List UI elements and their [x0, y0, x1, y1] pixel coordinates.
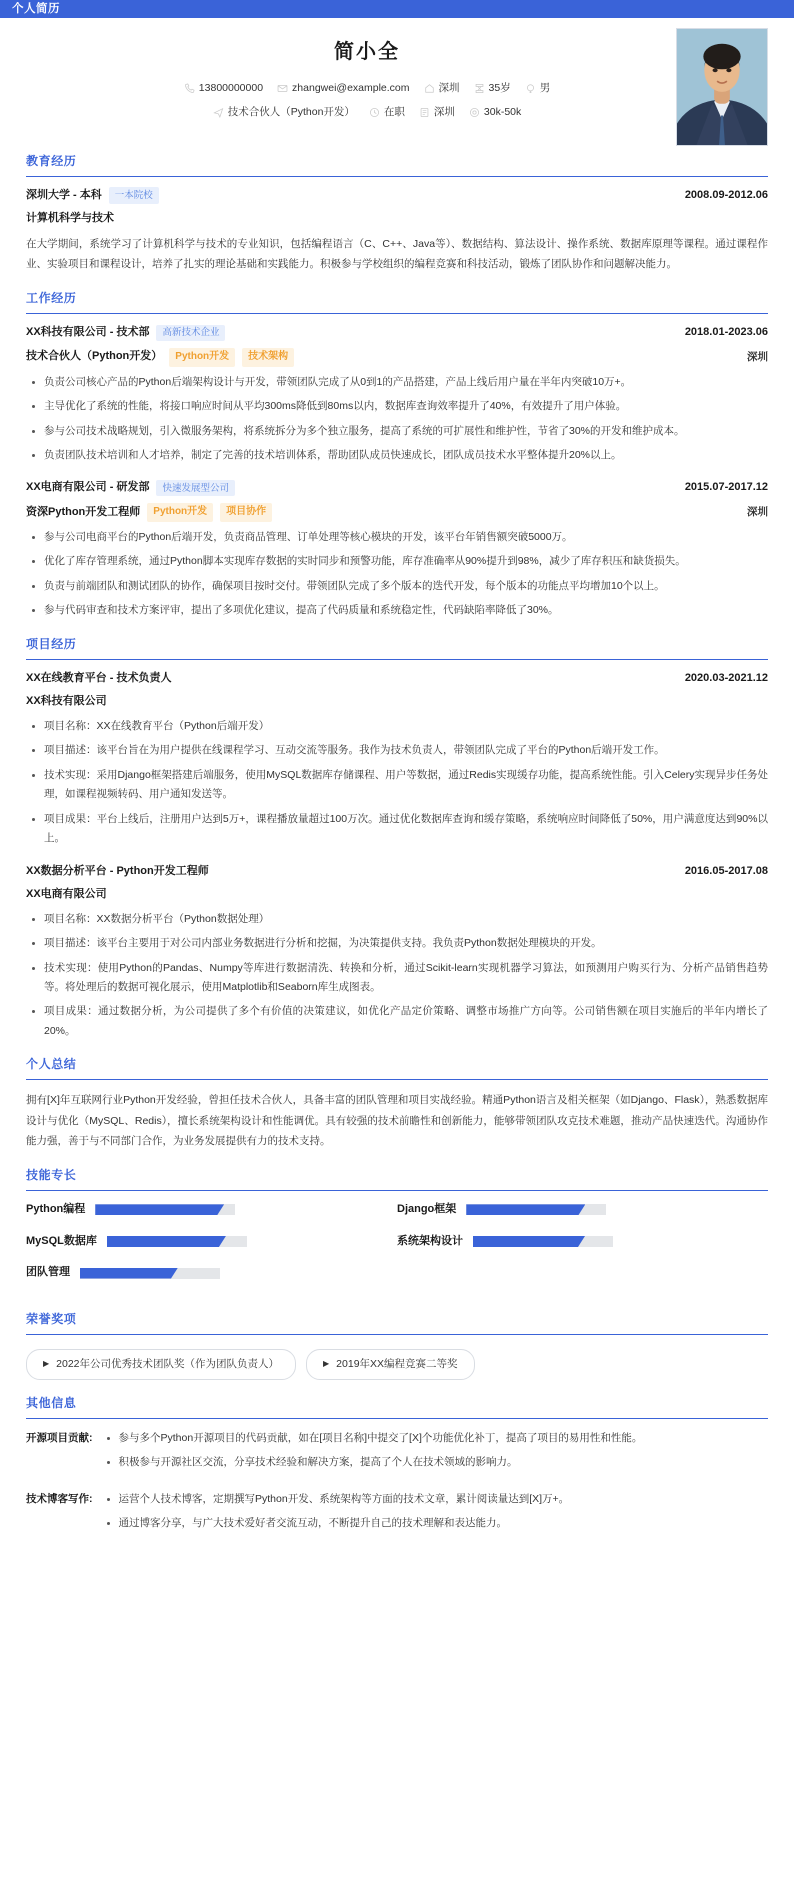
skill-bar-track: [80, 1268, 220, 1279]
project-headline: [26, 670, 768, 688]
bullet-item: 参与多个Python开源项目的代码贡献，如在[项目名称]中提交了[X]个功能优化补丁，提高了项目的易用性和性能。: [105, 1429, 769, 1448]
contact-text: 深圳: [438, 82, 460, 94]
bullet-item: 运营个人技术博客，定期撰写Python开发、系统架构等方面的技术文章，累计阅读量达到[X]万+。: [105, 1490, 769, 1509]
contact-text: 在职: [383, 105, 405, 118]
contact-text: 深圳: [433, 105, 455, 118]
skill-bar-track: [473, 1236, 613, 1247]
skill-bar-track: [107, 1236, 247, 1247]
education-body: [26, 177, 768, 275]
award-text: 2019年XX编程竞赛二等奖: [336, 1358, 458, 1371]
project-bullets: [30, 717, 768, 849]
skill-label: Django框架: [397, 1203, 457, 1216]
other-bullets: [105, 1490, 769, 1534]
contact-text: 技术合伙人（Python开发）: [227, 105, 355, 118]
bullet-item: 项目成果：通过数据分析，为公司提供了多个有价值的决策建议，如优化产品定价策略、调整市场推广方向等。公司销售额在项目实施后的半年内增长了20%。: [30, 1002, 768, 1041]
skill-item: [397, 1201, 768, 1219]
bullet-item: 参与公司电商平台的Python后端开发，负责商品管理、订单处理等核心模块的开发，该平台年销售额突破5000万。: [30, 528, 768, 547]
mail-icon: [277, 83, 288, 94]
bullet-item: 参与公司技术战略规划，引入微服务架构，将系统拆分为多个独立服务，提高了系统的可扩展性和维护性，节省了30%的开发和维护成本。: [30, 422, 768, 441]
skill-bar-fill: [473, 1236, 585, 1247]
section-title-work: 工作经历: [26, 289, 768, 314]
contact-row-2: [26, 104, 708, 121]
work-bullets: [30, 373, 768, 466]
section-other: [26, 1394, 768, 1539]
bullet-item: 参与代码审查和技术方案评审，提出了多项优化建议，提高了代码质量和系统稳定性，代码缺陷率降低了30%。: [30, 601, 768, 620]
skill-label: MySQL数据库: [26, 1234, 97, 1247]
section-summary: [26, 1055, 768, 1152]
company-name: XX电商有限公司 - 研发部: [26, 481, 150, 494]
award-item[interactable]: [306, 1349, 475, 1380]
school-name: 深圳大学 - 本科: [26, 188, 102, 201]
window-titlebar: [0, 0, 794, 18]
contact-item: [424, 80, 460, 97]
other-info-group: [26, 1490, 768, 1539]
contact-item: [213, 104, 355, 121]
city-icon: [419, 107, 430, 118]
major-name: 计算机科学与技术: [26, 212, 114, 225]
project-date: 2020.03-2021.12: [684, 671, 768, 684]
skill-tag: 项目协作: [220, 503, 272, 522]
contact-text: 男: [539, 82, 551, 94]
other-info-label: 开源项目贡献:: [26, 1432, 93, 1445]
bullet-item: 项目描述：该平台主要用于对公司内部业务数据进行分析和挖掘，为决策提供支持。我负责Python数据处理模块的开发。: [30, 934, 768, 953]
section-title-other: 其他信息: [26, 1394, 768, 1419]
award-item[interactable]: [26, 1349, 296, 1380]
bullet-item: 项目名称：XX数据分析平台（Python数据处理）: [30, 910, 768, 929]
summary-body: [26, 1080, 768, 1151]
education-entry: [26, 187, 768, 275]
project-name: XX在线教育平台 - 技术负责人: [26, 671, 172, 684]
award-text: 2022年公司优秀技术团队奖（作为团队负责人）: [56, 1358, 280, 1371]
skill-item: [397, 1233, 768, 1251]
project-company: XX电商有限公司: [26, 888, 107, 901]
contact-item: [525, 80, 551, 97]
profile-main: [26, 32, 768, 128]
contact-item: [469, 104, 521, 121]
bullet-item: 项目成果：平台上线后，注册用户达到5万+，课程播放量超过100万次。通过优化数据库查询和缓存策略，系统响应时间降低了50%，用户满意度达到90%以上。: [30, 810, 768, 849]
education-headline: [26, 187, 768, 205]
section-title-awards: 荣誉奖项: [26, 1310, 768, 1335]
bullet-item: 积极参与开源社区交流，分享技术经验和解决方案，提高了个人在技术领域的影响力。: [105, 1453, 769, 1472]
skill-tag: 技术架构: [242, 348, 294, 367]
contact-text: zhangwei@example.com: [292, 82, 410, 94]
skill-item: [26, 1201, 397, 1219]
home-icon: [424, 83, 435, 94]
bullet-item: 主导优化了系统的性能，将接口响应时间从平均300ms降低到80ms以内，数据库查询效率提升了40%，有效提升了用户体验。: [30, 397, 768, 416]
project-headline: [26, 863, 768, 881]
bullet-item: 技术实现：采用Django框架搭建后端服务，使用MySQL数据库存储课程、用户等数据，通过Redis实现缓存功能，提高系统性能。引入Celery实现异步任务处理，如课程视频转码、用户通知发送等。: [30, 766, 768, 805]
contact-item: [369, 104, 405, 121]
bullet-item: 优化了库存管理系统，通过Python脚本实现库存数据的实时同步和预警功能，库存准确率从90%提升到98%，减少了库存积压和缺货损失。: [30, 552, 768, 571]
skill-label: 系统架构设计: [397, 1234, 463, 1247]
section-title-summary: 个人总结: [26, 1055, 768, 1080]
contact-text: 30k-50k: [483, 105, 522, 118]
award-list: [26, 1345, 768, 1380]
work-location: 深圳: [747, 350, 768, 363]
work-entry: [26, 479, 768, 620]
job-title: 技术合伙人（Python开发）: [26, 350, 163, 363]
skill-label: 团队管理: [26, 1266, 70, 1279]
project-entry: [26, 863, 768, 1042]
bullet-item: 负责团队技术培训和人才培养，制定了完善的技术培训体系，帮助团队成员快速成长，团队成员技术水平整体提升20%以上。: [30, 446, 768, 465]
work-date: 2018.01-2023.06: [684, 326, 768, 339]
skill-item: [26, 1264, 397, 1282]
contact-text: 13800000000: [198, 82, 264, 94]
work-location: 深圳: [747, 506, 768, 519]
work-bullets: [30, 528, 768, 621]
other-info-group: [26, 1429, 768, 1478]
work-headline: [26, 324, 768, 342]
project-entry: [26, 670, 768, 849]
skill-bar-track: [95, 1204, 235, 1215]
bullet-item: 项目描述：该平台旨在为用户提供在线课程学习、互动交流等服务。我作为技术负责人，带领团队完成了平台的Python后端开发工作。: [30, 741, 768, 760]
page-title: 简小全: [334, 41, 400, 63]
resume-page: [0, 18, 794, 1571]
company-tag: 快速发展型公司: [156, 480, 235, 496]
skill-bar-fill: [95, 1204, 224, 1215]
window-title: 个人简历: [12, 2, 60, 15]
triangle-marker-icon: ▶: [43, 1359, 50, 1369]
contact-item: [419, 104, 455, 121]
work-headline: [26, 479, 768, 497]
skills-body: [26, 1191, 768, 1296]
work-role-line: [26, 348, 768, 367]
bullet-item: 项目名称：XX在线教育平台（Python后端开发）: [30, 717, 768, 736]
other-body: [26, 1419, 768, 1539]
gender-icon: [525, 83, 536, 94]
project-name: XX数据分析平台 - Python开发工程师: [26, 864, 209, 877]
skill-bar-track: [466, 1204, 606, 1215]
profile-header: [26, 18, 768, 138]
project-body: [26, 660, 768, 1041]
bullet-item: 负责公司核心产品的Python后端架构设计与开发，带领团队完成了从0到1的产品搭建，产品上线后用户量在半年内突破10万+。: [30, 373, 768, 392]
avatar: [676, 28, 768, 146]
section-title-skills: 技能专长: [26, 1166, 768, 1191]
position-icon: [213, 107, 224, 118]
skill-tag: Python开发: [169, 348, 235, 367]
job-title: 资深Python开发工程师: [26, 505, 141, 518]
skill-item: [26, 1233, 397, 1251]
project-company: XX科技有限公司: [26, 695, 107, 708]
bullet-item: 通过博客分享，与广大技术爱好者交流互动，不断提升自己的技术理解和表达能力。: [105, 1514, 769, 1533]
skill-tag: Python开发: [147, 503, 213, 522]
bullet-item: 技术实现：使用Python的Pandas、Numpy等库进行数据清洗、转换和分析，通过Scikit-learn实现机器学习算法，如预测用户购买行为、分析产品销售趋势等。将处理后的数据可视化展示，使用Matplotlib和Seaborn库生成图表。: [30, 959, 768, 998]
education-desc: 在大学期间，系统学习了计算机科学与技术的专业知识，包括编程语言（C、C++、Java等）、数据结构、算法设计、操作系统、数据库原理等课程。通过课程作业、实验项目和课程设计，培养了扎实的理论基础和实践能力。积极参与学校组织的编程竞赛和科技活动，锻炼了团队协作和问题解决能力。: [26, 237, 768, 271]
section-education: [26, 152, 768, 275]
school-tag: 一本院校: [109, 187, 159, 203]
project-date: 2016.05-2017.08: [684, 864, 768, 877]
section-title-education: 教育经历: [26, 152, 768, 177]
section-project: [26, 635, 768, 1042]
company-name: XX科技有限公司 - 技术部: [26, 326, 150, 339]
section-work: [26, 289, 768, 621]
work-body: [26, 314, 768, 621]
phone-icon: [184, 83, 195, 94]
contact-item: [184, 80, 263, 97]
skill-bar-fill: [466, 1204, 585, 1215]
work-entry: [26, 324, 768, 465]
contact-text: 35岁: [488, 82, 511, 94]
company-tag: 高新技术企业: [156, 325, 225, 341]
contact-row-1: [26, 80, 708, 97]
work-role-line: [26, 503, 768, 522]
status-icon: [369, 107, 380, 118]
education-date: 2008.09-2012.06: [684, 188, 768, 201]
contact-item: [474, 80, 511, 97]
other-info-label: 技术博客写作:: [26, 1492, 93, 1505]
contact-item: [277, 80, 409, 97]
skill-bar-fill: [80, 1268, 178, 1279]
section-awards: [26, 1310, 768, 1380]
work-date: 2015.07-2017.12: [684, 481, 768, 494]
summary-text: 拥有[X]年互联网行业Python开发经验，曾担任技术合伙人，具备丰富的团队管理和项目实战经验。精通Python语言及相关框架（如Django、Flask），熟悉数据库设计与优化（MySQL、Redis），擅长系统架构设计和性能调优。具有较强的技术前瞻性和创新能力，能够带领团队攻克技术难题，推动产品快速迭代。沟通协作能力强，善于与不同部门合作，为业务发展提供有力的技术支持。: [26, 1094, 768, 1148]
age-icon: [474, 83, 485, 94]
skill-list: [26, 1201, 768, 1296]
awards-body: [26, 1335, 768, 1380]
section-skills: [26, 1166, 768, 1296]
other-bullets: [105, 1429, 769, 1473]
project-bullets: [30, 910, 768, 1042]
triangle-marker-icon: ▶: [323, 1359, 330, 1369]
skill-label: Python编程: [26, 1203, 86, 1216]
skill-bar-fill: [107, 1236, 226, 1247]
bullet-item: 负责与前端团队和测试团队的协作，确保项目按时交付。带领团队完成了多个版本的迭代开发，每个版本的功能点平均增加10个以上。: [30, 577, 768, 596]
salary-icon: [469, 107, 480, 118]
section-title-project: 项目经历: [26, 635, 768, 660]
